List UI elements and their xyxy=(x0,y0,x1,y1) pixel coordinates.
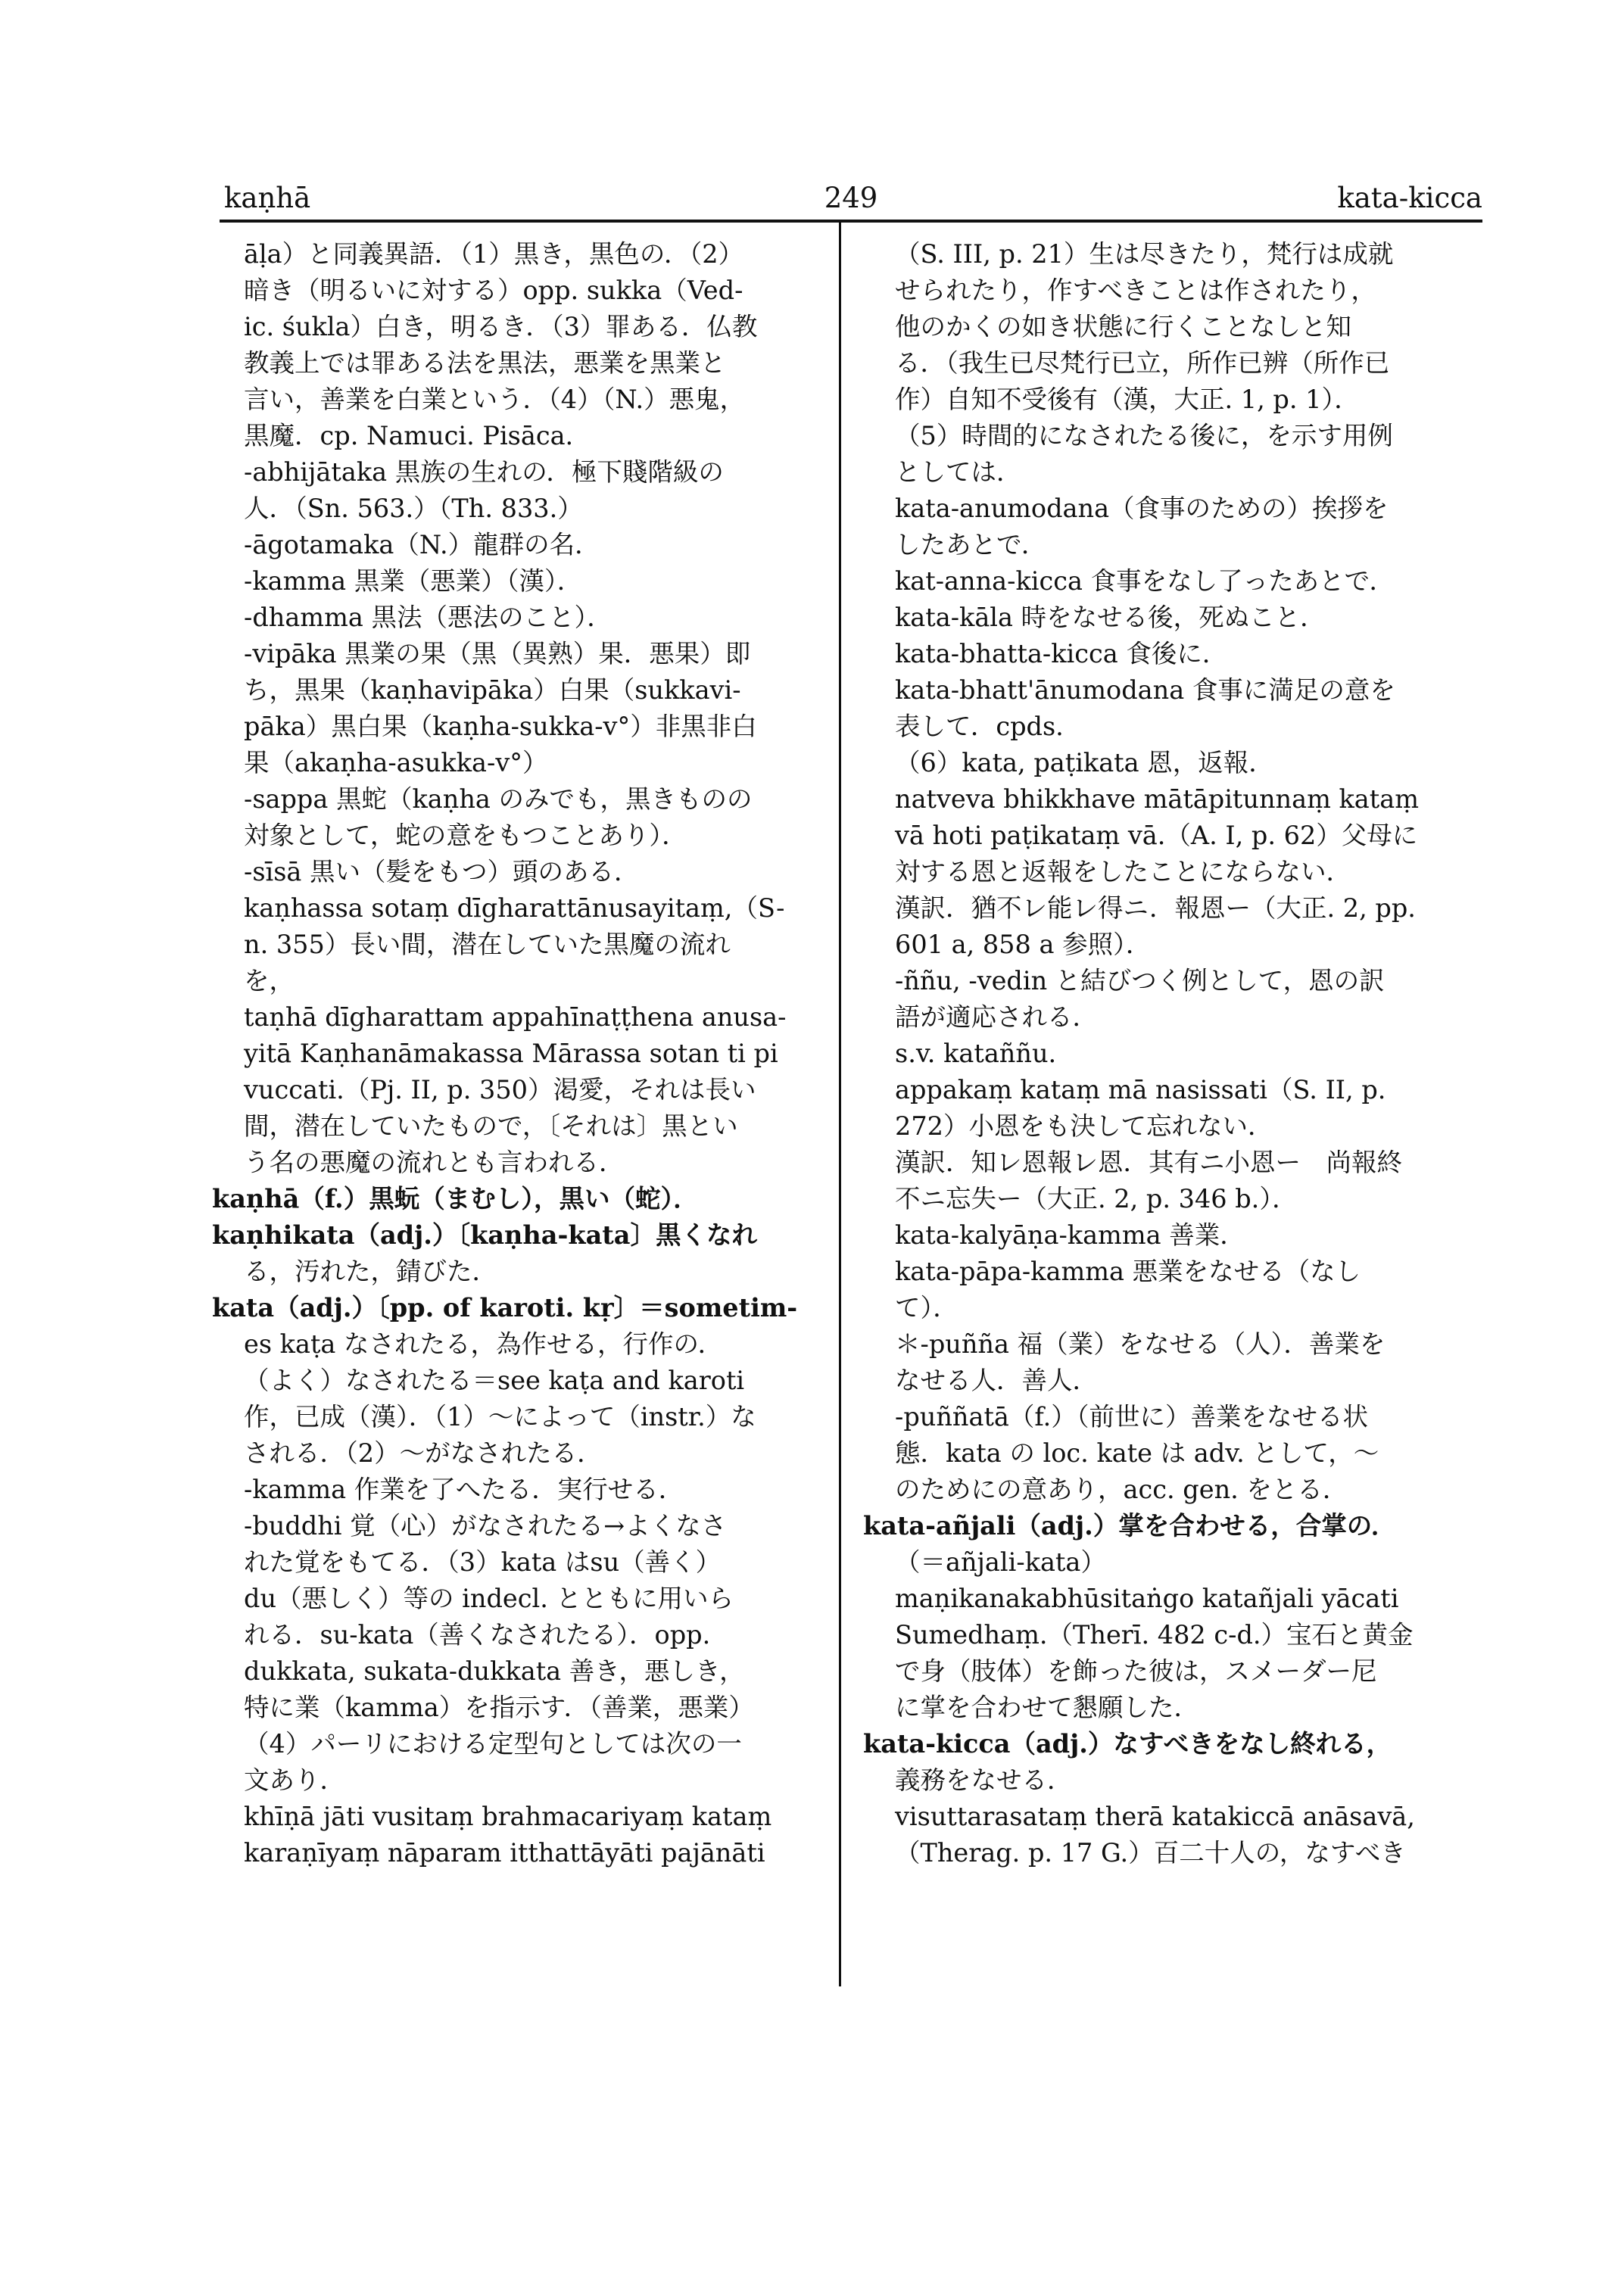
text-line: れた覚をもてる．（3）kata はsu（善く） xyxy=(244,1547,722,1577)
text-line: kata-añjali（adj.）掌を合わせる，合掌の． xyxy=(863,1511,1397,1541)
text-line: ic. śukla）白き，明るき．（3）罪ある．仏教 xyxy=(244,312,758,341)
text-line: （6）kata, paṭikata 恩，返報． xyxy=(895,748,1274,777)
text-line: で身（肢体）を飾った彼は，スメーダー尼 xyxy=(895,1656,1377,1686)
text-line: -vipāka 黒業の果（黒（異熟）果．悪果）即 xyxy=(244,639,751,668)
left-column xyxy=(212,236,810,1871)
text-line: のためにの意あり，acc. gen. をとる． xyxy=(895,1475,1348,1504)
text-line: 語が適応される． xyxy=(895,1002,1098,1032)
text-line: 不ニ忘失ー（大正. 2, p. 346 b.）． xyxy=(895,1184,1298,1213)
text-line: vuccati.（Pj. II, p. 350）渇愛，それは長い xyxy=(244,1075,756,1104)
text-line: appakaṃ kataṃ mā nasissati（S. II, p. xyxy=(895,1075,1386,1104)
text-line: -ññu, -vedin と結びつく例として，恩の訳 xyxy=(895,966,1385,995)
text-line: kata-kāla 時をなせる後，死ぬこと． xyxy=(895,603,1326,632)
text-line: （＝añjali-kata） xyxy=(895,1547,1106,1577)
text-line: visuttarasataṃ therā katakiccā anāsavā, xyxy=(895,1802,1415,1831)
text-line: kata-bhatta-kicca 食後に． xyxy=(895,639,1228,668)
text-line: を， xyxy=(244,966,295,995)
text-line: kata-anumodana（食事のための）挨拶を xyxy=(895,494,1389,523)
text-line: 教義上では罪ある法を黒法，悪業を黒業と xyxy=(244,348,726,378)
text-line: 暗き（明るいに対する）opp. sukka（Ved- xyxy=(244,276,743,305)
text-line: 作）自知不受後有（漢，大正. 1, p. 1）． xyxy=(895,385,1360,414)
text-line: -sīsā 黒い（髪をもつ）頭のある． xyxy=(244,857,640,886)
text-line: karaṇīyaṃ nāparam itthattāyāti pajānāti xyxy=(244,1838,765,1868)
text-line: kata（adj.）〔pp. of karoti. kṛ〕＝sometim- xyxy=(212,1293,798,1323)
text-line: kata-kalyāṇa-kamma 善業． xyxy=(895,1220,1245,1250)
text-line: 601 a, 858 a 参照）． xyxy=(895,930,1152,959)
text-line: kaṇhassa sotaṃ dīgharattānusayitaṃ,（S- xyxy=(244,893,785,923)
text-line: て）． xyxy=(895,1293,959,1323)
text-line: kata-pāpa-kamma 悪業をなせる（なし xyxy=(895,1257,1361,1286)
text-line: 特に業（kamma）を指示す．（善業，悪業） xyxy=(244,1693,754,1722)
text-line: kaṇhā（f.）黒蚖（まむし），黒い（蛇）． xyxy=(212,1184,699,1213)
text-line: としては． xyxy=(895,457,1022,487)
text-line: 漢訳．知レ恩報レ恩．其有ニ小恩ー 尚報終 xyxy=(895,1148,1402,1177)
text-line: 対象として，蛇の意をもつことあり）． xyxy=(244,821,687,850)
text-line: -āgotamaka（N.）龍群の名． xyxy=(244,530,600,559)
text-line: 作，已成（漢）．（1）〜によって（instr.）な xyxy=(244,1402,756,1432)
text-line: Sumedhaṃ.（Therī. 482 c-d.）宝石と黄金 xyxy=(895,1620,1414,1650)
text-line: 態．kata の loc. kate は adv. として，〜 xyxy=(895,1438,1379,1468)
text-line: es kaṭa なされたる，為作せる，行作の． xyxy=(244,1329,724,1359)
page-number: 249 xyxy=(824,182,878,214)
column-divider xyxy=(839,223,841,1986)
text-line: 黒魔．cp. Namuci. Pisāca. xyxy=(244,421,574,450)
text-line: n. 355）長い間，潜在していた黒魔の流れ xyxy=(244,930,731,959)
text-line: れる．su-kata（善くなされたる）．opp. xyxy=(244,1620,711,1650)
right-column xyxy=(863,236,1476,1871)
text-line: （Therag. p. 17 G.）百二十人の，なすべき xyxy=(895,1838,1406,1868)
text-line: maṇikanakabhūsitaṅgo katañjali yācati xyxy=(895,1584,1399,1613)
text-line: du（悪しく）等の indecl. とともに用いら xyxy=(244,1584,734,1613)
text-line: -sappa 黒蛇（kaṇha のみでも，黒きものの xyxy=(244,784,753,814)
text-line: される．（2）〜がなされたる． xyxy=(244,1438,603,1468)
text-line: kata-kicca（adj.）なすべきをなし終れる， xyxy=(863,1729,1392,1759)
text-line: -abhijātaka 黒族の生れの．極下賤階級の xyxy=(244,457,724,487)
text-line: -dhamma 黒法（悪法のこと）． xyxy=(244,603,613,632)
text-line: āḷa）と同義異語．（1）黒き，黒色の．（2） xyxy=(244,239,744,269)
text-line: に掌を合わせて懇願した． xyxy=(895,1693,1199,1722)
text-line: taṇhā dīgharattam appahīnaṭṭhena anusa- xyxy=(244,1002,787,1032)
text-line: ち，黒果（kaṇhavipāka）白果（sukkavi- xyxy=(244,675,741,705)
text-line: 漢訳．猶不レ能レ得ニ．報恩ー（大正. 2, pp. xyxy=(895,893,1416,923)
header-right-guide-word: kata-kicca xyxy=(1337,182,1482,214)
text-line: 対する恩と返報をしたことにならない． xyxy=(895,857,1351,886)
text-line: 間，潜在していたもので，〔それは〕黒とい xyxy=(244,1111,738,1141)
text-line: 文あり． xyxy=(244,1765,345,1795)
text-line: -kamma 作業を了へたる．実行せる． xyxy=(244,1475,684,1504)
text-line: dukkata, sukata-dukkata 善き，悪しき， xyxy=(244,1656,745,1686)
text-line: -buddhi 覚（心）がなされたる→よくなさ xyxy=(244,1511,727,1541)
header-left-guide-word: kaṇhā xyxy=(224,182,311,214)
text-line: （4）パーリにおける定型句としては次の一 xyxy=(244,1729,742,1759)
header-rule xyxy=(220,220,1482,223)
text-line: -puññatā（f.）（前世に）善業をなせる状 xyxy=(895,1402,1369,1432)
text-line: （S. III, p. 21）生は尽きたり，梵行は成就 xyxy=(895,239,1394,269)
text-line: したあとで． xyxy=(895,530,1047,559)
text-line: 272）小恩をも決して忘れない． xyxy=(895,1111,1273,1141)
text-line: pāka）黒白果（kaṇha-sukka-v°）非黒非白 xyxy=(244,712,757,741)
page-header xyxy=(220,179,1482,217)
text-line: 言い，善業を白業という．（4）（N.）悪鬼， xyxy=(244,385,746,414)
text-line: る，汚れた，錆びた． xyxy=(244,1257,497,1286)
text-line: natveva bhikkhave mātāpitunnaṃ kataṃ xyxy=(895,784,1419,814)
text-line: kaṇhikata（adj.）〔kaṇha-kata〕黒くなれ xyxy=(212,1220,757,1250)
text-line: 人．（Sn. 563.）（Th. 833.） xyxy=(244,494,583,523)
text-line: う名の悪魔の流れとも言われる． xyxy=(244,1148,625,1177)
text-line: 他のかくの如き状態に行くことなしと知 xyxy=(895,312,1351,341)
text-line: kata-bhatt'ānumodana 食事に満足の意を xyxy=(895,675,1395,705)
text-line: 果（akaṇha-asukka-v°） xyxy=(244,748,548,777)
text-line: なせる人．善人． xyxy=(895,1366,1098,1395)
text-line: 表して．cpds. xyxy=(895,712,1064,741)
text-line: る．（我生已尽梵行已立，所作已辨（所作已 xyxy=(895,348,1390,378)
text-line: khīṇā jāti vusitaṃ brahmacariyaṃ kataṃ xyxy=(244,1802,772,1831)
text-line: s.v. kataññu. xyxy=(895,1039,1057,1068)
text-line: yitā Kaṇhanāmakassa Mārassa sotan ti pi xyxy=(244,1039,778,1068)
text-line: vā hoti paṭikataṃ vā.（A. I, p. 62）父母に xyxy=(895,821,1418,850)
text-line: ＊-puñña 福（業）をなせる（人）．善業を xyxy=(895,1329,1386,1359)
text-line: せられたり，作すべきことは作されたり， xyxy=(895,276,1376,305)
text-line: 義務をなせる． xyxy=(895,1765,1073,1795)
text-line: （5）時間的になされたる後に，を示す用例 xyxy=(895,421,1393,450)
text-line: kat-anna-kicca 食事をなし了ったあとで． xyxy=(895,566,1395,596)
text-line: -kamma 黒業（悪業）（漢）． xyxy=(244,566,583,596)
text-line: （よく）なされたる＝see kaṭa and karoti xyxy=(244,1366,745,1395)
